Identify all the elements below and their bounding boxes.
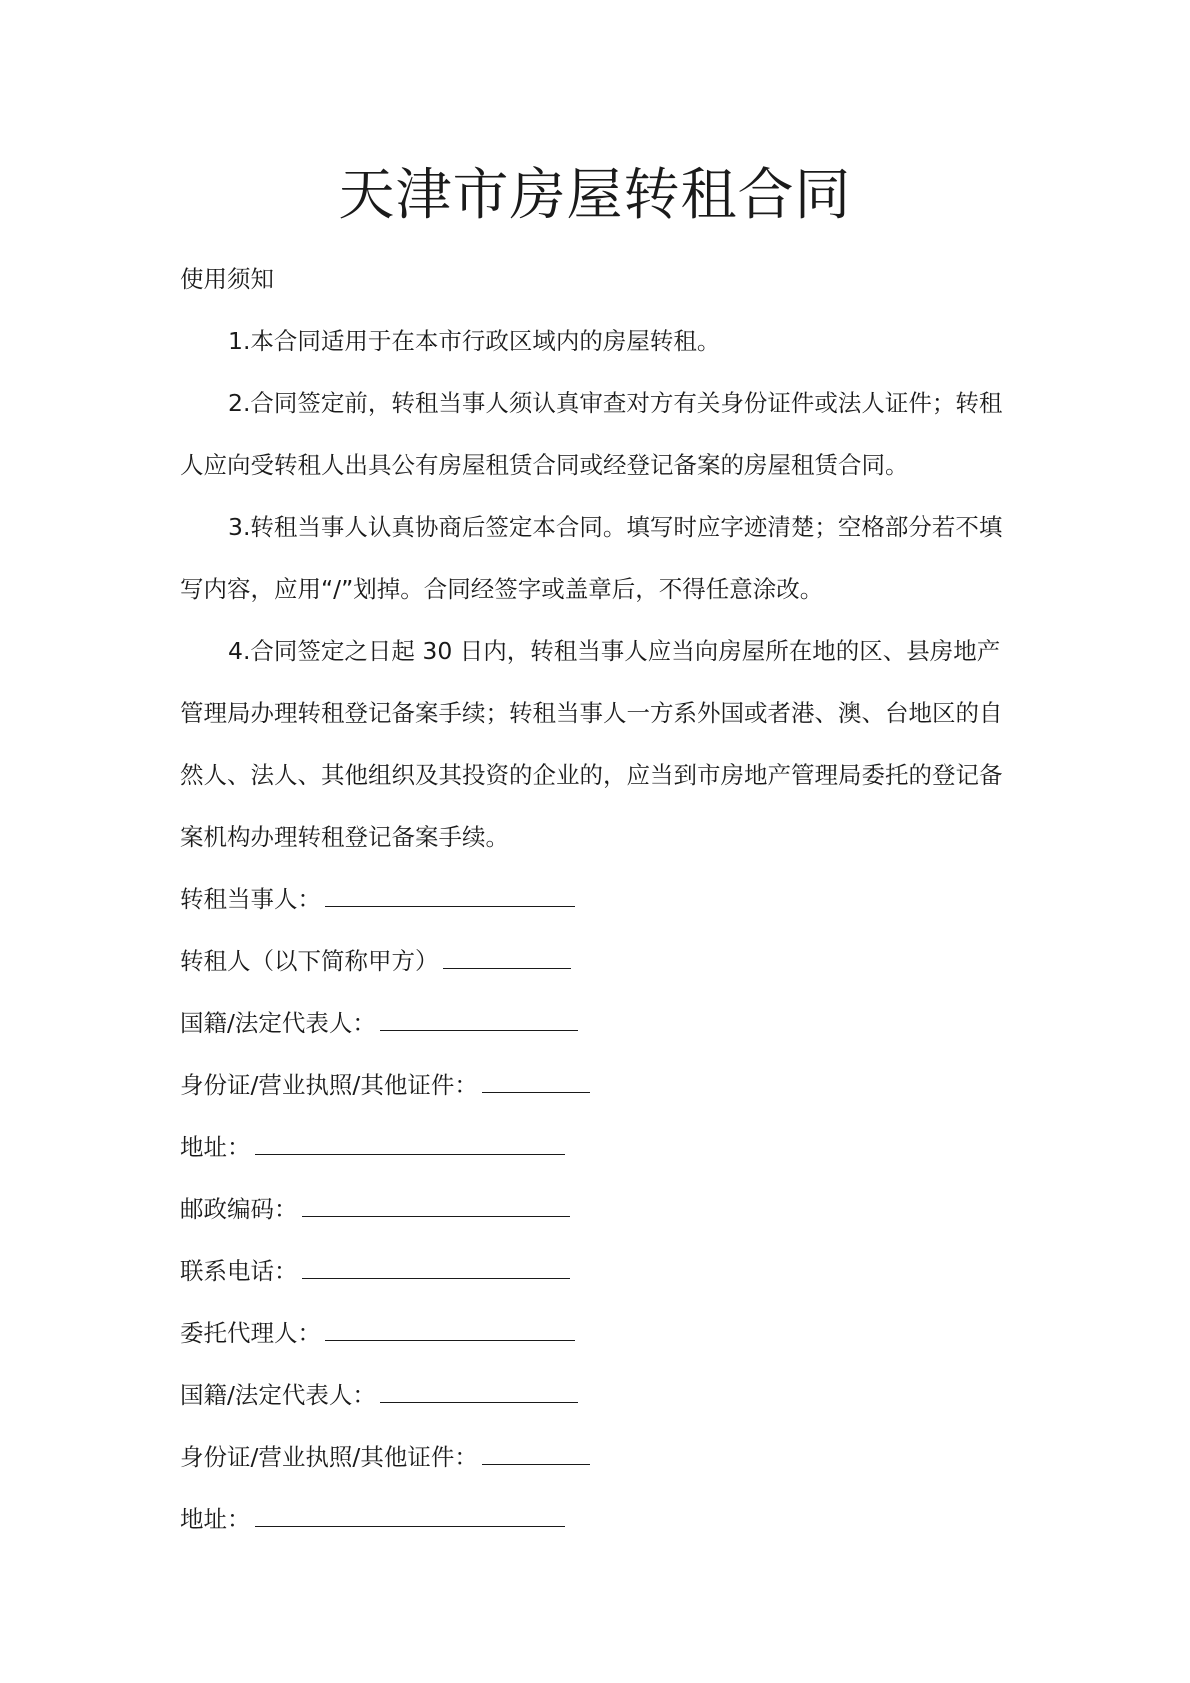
notice-item-3: 3.转租当事人认真协商后签定本合同。填写时应字迹清楚；空格部分若不填写内容，应用“/”划掉。合同经签字或盖章后，不得任意涂改。: [180, 513, 1003, 603]
field-label: 国籍/法定代表人：: [180, 1381, 376, 1409]
fill-in-blank[interactable]: [302, 1254, 570, 1279]
fill-in-blank[interactable]: [380, 1378, 578, 1403]
notice-item-1: 1.本合同适用于在本市行政区域内的房屋转租。: [228, 327, 721, 355]
notice-item-2: 2.合同签定前，转租当事人须认真审查对方有关身份证件或法人证件；转租人应向受转租人出具公有房屋租赁合同或经登记备案的房屋租赁合同。: [180, 389, 1003, 479]
field-label: 身份证/营业执照/其他证件：: [180, 1443, 478, 1471]
fill-in-blank[interactable]: [482, 1440, 590, 1465]
field-row-address-2: [180, 1488, 1015, 1550]
fill-in-blank[interactable]: [443, 944, 571, 969]
fill-in-blank[interactable]: [380, 1006, 578, 1031]
field-label: 邮政编码：: [180, 1195, 298, 1223]
fill-in-blank[interactable]: [482, 1068, 590, 1093]
field-label: 联系电话：: [180, 1257, 298, 1285]
field-label: 身份证/营业执照/其他证件：: [180, 1071, 478, 1099]
notice-item-4: 4.合同签定之日起 30 日内，转租当事人应当向房屋所在地的区、县房地产管理局办理转租登记备案手续；转租当事人一方系外国或者港、澳、台地区的自然人、法人、其他组织及其投资的企业的，应当到市房地产管理局委托的登记备案机构办理转租登记备案手续。: [180, 637, 1003, 851]
field-row-address: [180, 1116, 1015, 1178]
document-body: [180, 248, 1015, 1550]
field-label: 地址：: [180, 1505, 251, 1533]
field-label: 委托代理人：: [180, 1319, 321, 1347]
field-row-sublease-party: [180, 868, 1015, 930]
field-row-phone: [180, 1240, 1015, 1302]
document-title: 天津市房屋转租合同: [338, 163, 852, 228]
field-row-nationality: [180, 992, 1015, 1054]
field-label: 地址：: [180, 1133, 251, 1161]
field-label: 国籍/法定代表人：: [180, 1009, 376, 1037]
fill-in-blank[interactable]: [325, 882, 575, 907]
fill-in-blank[interactable]: [302, 1192, 570, 1217]
field-label: 转租当事人：: [180, 885, 321, 913]
fill-in-blank[interactable]: [255, 1130, 565, 1155]
field-row-postal-code: [180, 1178, 1015, 1240]
fill-in-blank[interactable]: [255, 1502, 565, 1527]
field-row-id-document-2: [180, 1426, 1015, 1488]
field-label: 转租人（以下简称甲方）: [180, 947, 439, 975]
field-row-agent: [180, 1302, 1015, 1364]
field-row-id-document: [180, 1054, 1015, 1116]
field-row-sublessor: [180, 930, 1015, 992]
fill-in-blank[interactable]: [325, 1316, 575, 1341]
notice-heading: 使用须知: [180, 265, 274, 293]
field-row-nationality-2: [180, 1364, 1015, 1426]
